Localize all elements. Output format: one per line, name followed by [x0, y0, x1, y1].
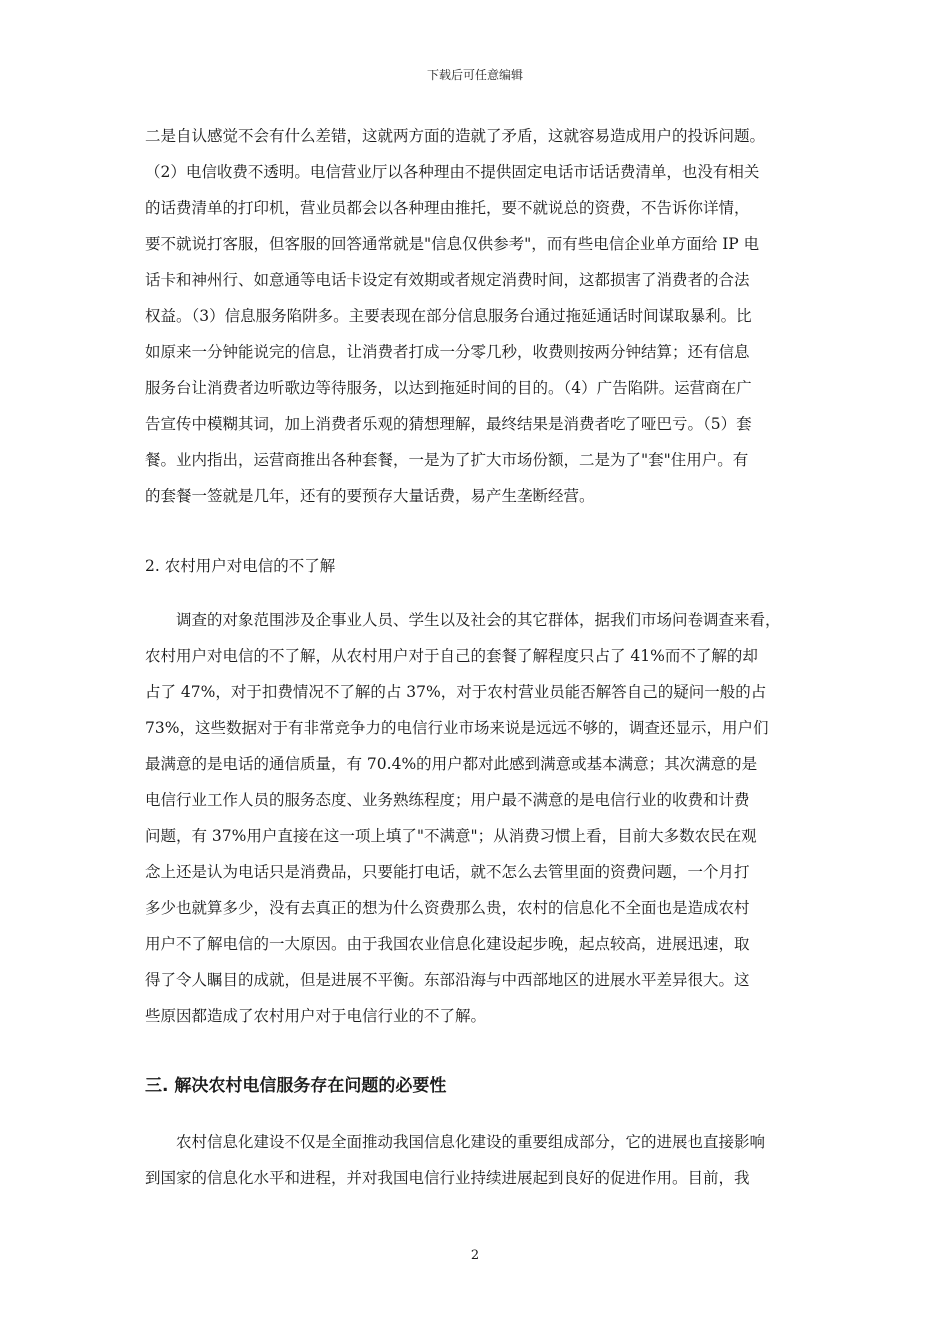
page-number: 2: [470, 1248, 480, 1263]
text-line: 念上还是认为电话只是消费品，只要能打电话，就不怎么去管里面的资费问题，一个月打: [145, 863, 750, 881]
text-line: 最满意的是电话的通信质量，有 70.4%的用户都对此感到满意或基本满意；其次满意的是: [145, 755, 758, 773]
text-line: （2）电信收费不透明。电信营业厅以各种理由不提供固定电话市话话费清单，也没有相关: [145, 163, 760, 181]
text-line: 的话费清单的打印机，营业员都会以各种理由推托，要不就说总的资费，不告诉你详情，: [145, 199, 750, 217]
subsection-heading: 2. 农村用户对电信的不了解: [145, 557, 336, 575]
paragraph-rural-users: [145, 602, 810, 1034]
text-line: 电信行业工作人员的服务态度、业务熟练程度；用户最不满意的是电信行业的收费和计费: [145, 791, 750, 809]
text-line: 占了 47%，对于扣费情况不了解的占 37%，对于农村营业员能否解答自己的疑问一般的占: [145, 683, 767, 701]
text-line: 餐。业内指出，运营商推出各种套餐，一是为了扩大市场份额，二是为了"套"住用户。有: [145, 451, 749, 469]
text-line: 农村用户对电信的不了解，从农村用户对于自己的套餐了解程度只占了 41%而不了解的却: [145, 647, 758, 665]
text-line: 得了令人瞩目的成就，但是进展不平衡。东部沿海与中西部地区的进展水平差异很大。这: [145, 971, 750, 989]
text-line: 些原因都造成了农村用户对于电信行业的不了解。: [145, 1007, 487, 1025]
text-line: 服务台让消费者边听歌边等待服务，以达到拖延时间的目的。（4）广告陷阱。运营商在广: [145, 379, 752, 397]
section-heading: 三. 解决农村电信服务存在问题的必要性: [145, 1076, 447, 1096]
text-line: 多少也就算多少，没有去真正的想为什么资费那么贵，农村的信息化不全面也是造成农村: [145, 899, 750, 917]
text-line: 农村信息化建设不仅是全面推动我国信息化建设的重要组成部分，它的进展也直接影响: [145, 1133, 766, 1151]
text-line: 要不就说打客服，但客服的回答通常就是"信息仅供参考"，而有些电信企业单方面给 IP 电: [145, 235, 760, 253]
text-line: 调查的对象范围涉及企事业人员、学生以及社会的其它群体，据我们市场问卷调查来看，: [145, 611, 781, 629]
text-line: 权益。（3）信息服务陷阱多。主要表现在部分信息服务台通过拖延通话时间谋取暴利。比: [145, 307, 752, 325]
text-line: 的套餐一签就是几年，还有的要预存大量话费，易产生垄断经营。: [145, 487, 595, 505]
text-line: 问题，有 37%用户直接在这一项上填了"不满意"；从消费习惯上看，目前大多数农民在观: [145, 827, 757, 845]
text-line: 73%，这些数据对于有非常竞争力的电信行业市场来说是远远不够的，调查还显示，用户们: [145, 719, 769, 737]
text-line: 告宣传中模糊其词，加上消费者乐观的猜想理解，最终结果是消费者吃了哑巴亏。（5）套: [145, 415, 752, 433]
text-line: 如原来一分钟能说完的信息，让消费者打成一分零几秒，收费则按两分钟结算；还有信息: [145, 343, 750, 361]
text-line: 二是自认感觉不会有什么差错，这就两方面的造就了矛盾，这就容易造成用户的投诉问题。: [145, 127, 766, 145]
text-line: 用户不了解电信的一大原因。由于我国农业信息化建设起步晚，起点较高，进展迅速，取: [145, 935, 750, 953]
text-line: 到国家的信息化水平和进程，并对我国电信行业持续进展起到良好的促进作用。目前，我: [145, 1169, 750, 1187]
page-header: 下载后可任意编辑: [426, 68, 523, 82]
text-line: 话卡和神州行、如意通等电话卡设定有效期或者规定消费时间，这都损害了消费者的合法: [145, 271, 750, 289]
paragraph-complaints: [145, 118, 810, 514]
paragraph-necessity: [145, 1124, 810, 1196]
